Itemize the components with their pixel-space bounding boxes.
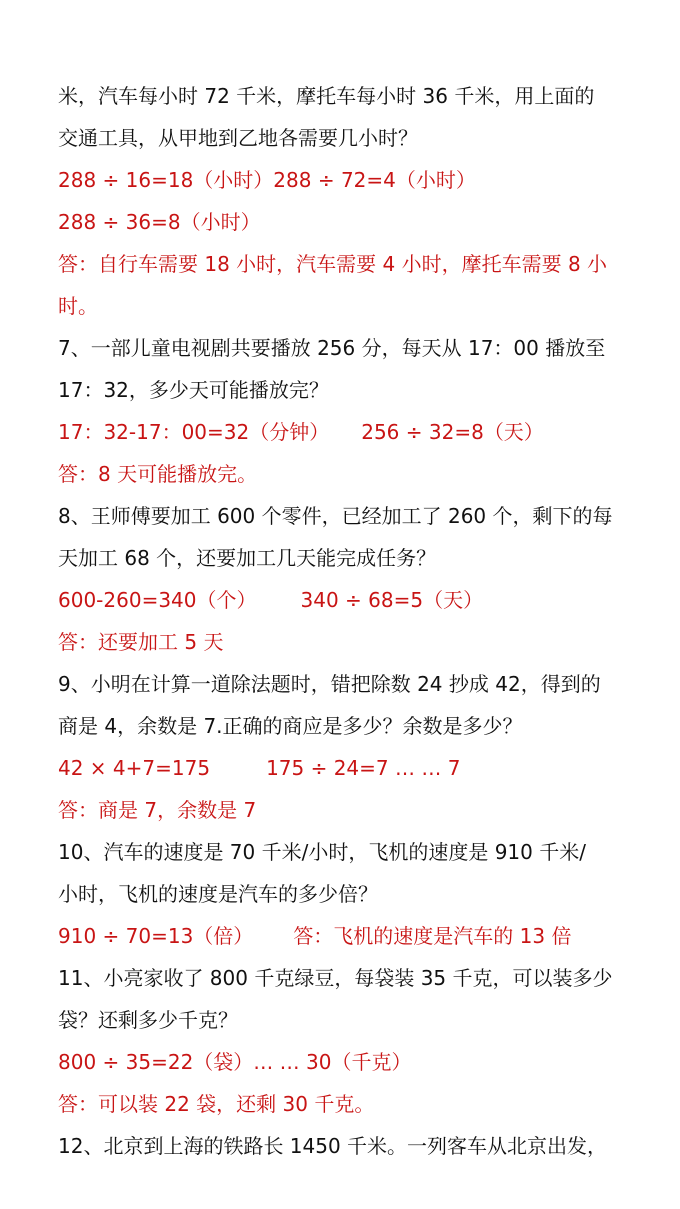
question-9-calculation-part-1: 42 × 4+7=175 <box>58 756 211 780</box>
question-9-calculation-line <box>58 754 658 782</box>
question-8-answer-line: 答：还要加工 5 天 <box>58 630 224 654</box>
question-6-calculation-line-2: 288 ÷ 36=8（小时） <box>58 210 261 234</box>
question-11-text-line-1: 11、小亮家收了 800 千克绿豆，每袋装 35 千克，可以装多少 <box>58 966 613 990</box>
question-8-calculation-part-2: 340 ÷ 68=5（天） <box>300 588 484 612</box>
question-8-calculation-line <box>58 586 658 614</box>
question-10-calculation: 910 ÷ 70=13（倍） <box>58 924 254 948</box>
question-11-answer-line: 答：可以装 22 袋，还剩 30 千克。 <box>58 1092 375 1116</box>
question-7-text-line-2: 17：32，多少天可能播放完？ <box>58 378 329 402</box>
question-6-answer-line-1: 答：自行车需要 18 小时，汽车需要 4 小时，摩托车需要 8 小 <box>58 252 608 276</box>
question-11-text-line-2: 袋？还剩多少千克？ <box>58 1008 238 1032</box>
question-10-answer: 答：飞机的速度是汽车的 13 倍 <box>293 924 572 948</box>
question-10-text-line-1: 10、汽车的速度是 70 千米/小时，飞机的速度是 910 千米/ <box>58 840 586 864</box>
question-10-text-line-2: 小时，飞机的速度是汽车的多少倍？ <box>58 882 378 906</box>
question-6-calculation-line-1: 288 ÷ 16=18（小时）288 ÷ 72=4（小时） <box>58 168 476 192</box>
question-6-answer-line-2: 时。 <box>58 294 98 318</box>
question-9-text-line-2: 商是 4，余数是 7.正确的商应是多少？余数是多少？ <box>58 714 523 738</box>
question-9-answer-line: 答：商是 7，余数是 7 <box>58 798 257 822</box>
question-7-calculation-part-1: 17：32-17：00=32（分钟） <box>58 420 330 444</box>
question-6-text-line-1: 米，汽车每小时 72 千米，摩托车每小时 36 千米，用上面的 <box>58 84 595 108</box>
question-12-text-line-1: 12、北京到上海的铁路长 1450 千米。一列客车从北京出发， <box>58 1134 608 1158</box>
question-9-calculation-part-2: 175 ÷ 24=7 … … 7 <box>266 756 461 780</box>
question-6-text-line-2: 交通工具，从甲地到乙地各需要几小时？ <box>58 126 418 150</box>
question-7-answer-line: 答：8 天可能播放完。 <box>58 462 258 486</box>
question-7-text-line-1: 7、一部儿童电视剧共要播放 256 分，每天从 17：00 播放至 <box>58 336 606 360</box>
question-7-calculation-part-2: 256 ÷ 32=8（天） <box>361 420 544 444</box>
question-8-calculation-part-1: 600-260=340（个） <box>58 588 257 612</box>
question-8-text-line-1: 8、王师傅要加工 600 个零件，已经加工了 260 个，剩下的每 <box>58 504 613 528</box>
question-8-text-line-2: 天加工 68 个，还要加工几天能完成任务？ <box>58 546 437 570</box>
question-11-calculation-line: 800 ÷ 35=22（袋）… … 30（千克） <box>58 1050 412 1074</box>
question-9-text-line-1: 9、小明在计算一道除法题时，错把除数 24 抄成 42，得到的 <box>58 672 601 696</box>
question-10-calculation-line <box>58 922 658 950</box>
question-7-calculation-line <box>58 418 658 446</box>
